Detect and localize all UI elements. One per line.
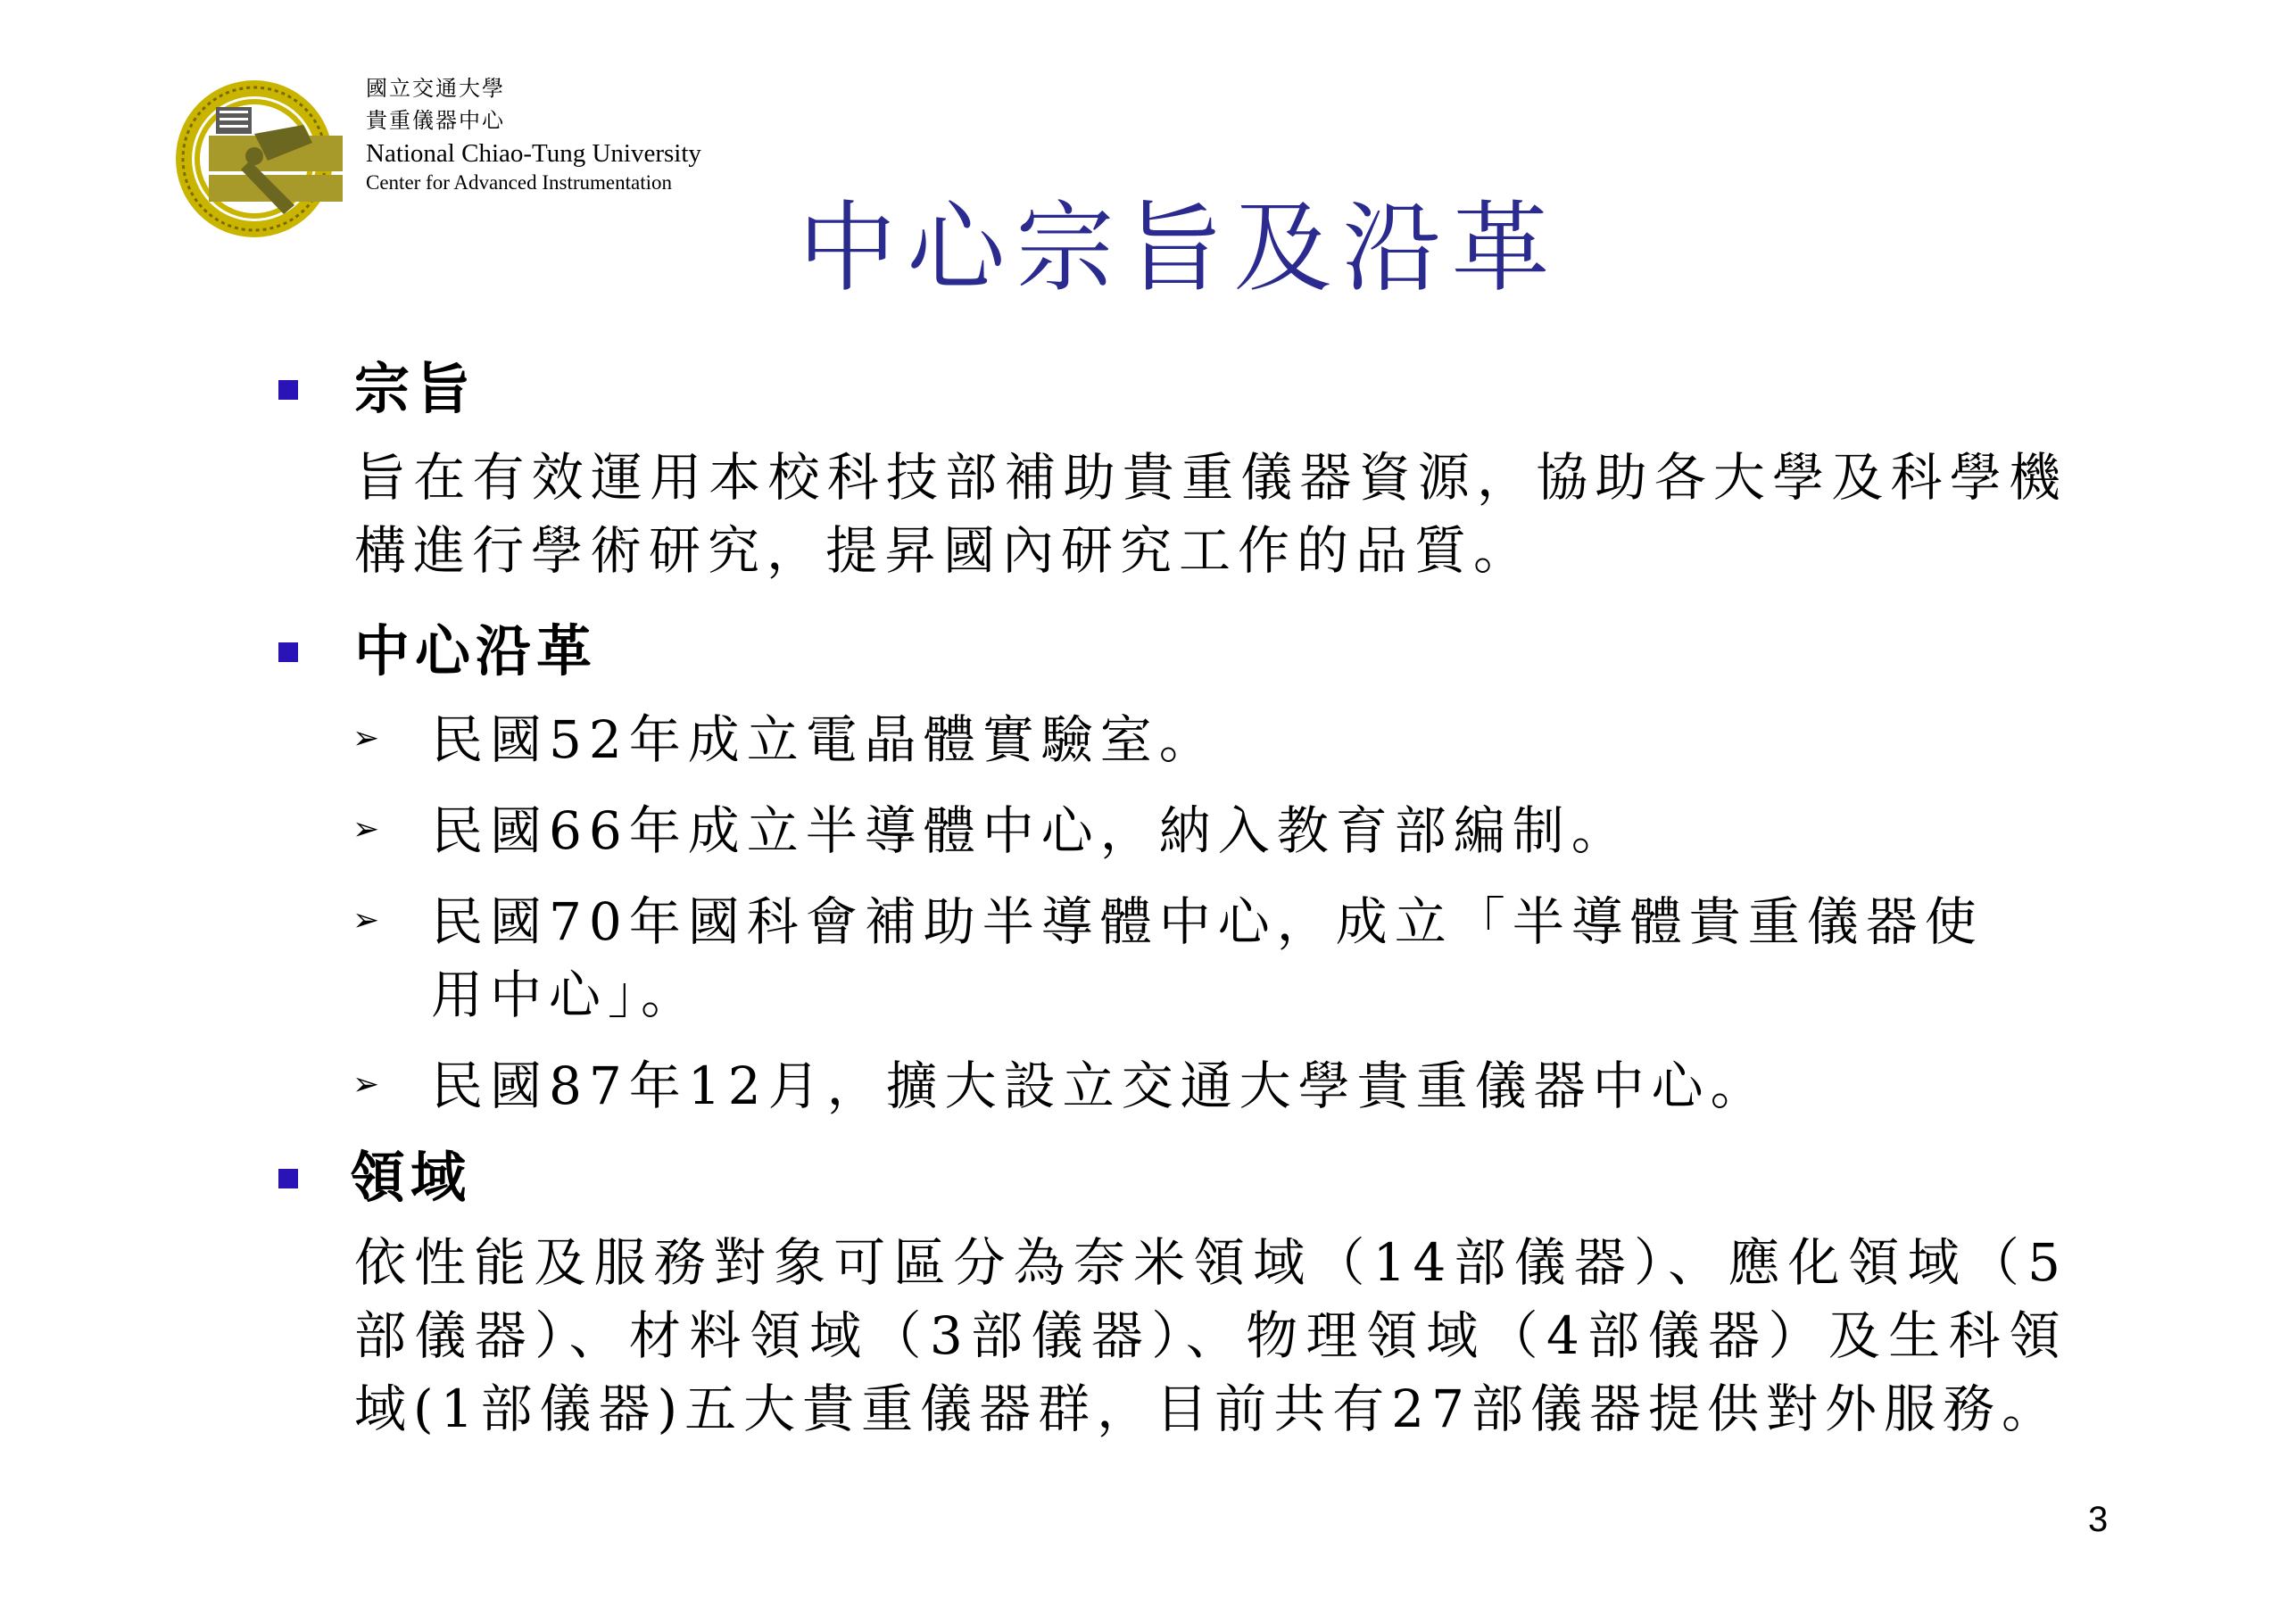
history-item: 民國70年國科會補助半導體中心，成立「半導體貴重儀器使用中心」。 <box>431 891 1984 1025</box>
bullet-square <box>278 380 298 400</box>
section-heading-fields: 領域 <box>350 1145 472 1210</box>
arrow-bullet-icon: ➢ <box>352 720 380 757</box>
arrow-bullet-icon: ➢ <box>352 902 380 939</box>
center-name-zh: 貴重儀器中心 <box>366 110 505 133</box>
history-item: 民國87年12月，擴大設立交通大學貴重儀器中心。 <box>431 1056 1770 1116</box>
section-body-fields: 依性能及服務對象可區分為奈米領域（14部儀器）、應化領域（5部儀器）、材料領域（3部儀器）、物理領域（4部儀器）及生科領域(1部儀器)五大貴重儀器群，目前共有27部儀器提供對外服務。 <box>354 1232 2068 1439</box>
center-name-en: Center for Advanced Instrumentation <box>366 171 672 194</box>
section-heading-purpose: 宗旨 <box>354 356 477 421</box>
page-number: 3 <box>2088 1500 2109 1539</box>
bullet-square <box>278 1169 298 1188</box>
history-item: 民國52年成立電晶體實驗室。 <box>431 709 1218 770</box>
arrow-bullet-icon: ➢ <box>352 1066 380 1103</box>
org-block <box>366 73 701 196</box>
section-body-purpose: 旨在有效運用本校科技部補助貴重儀器資源，協助各大學及科學機構進行學術研究，提昇國內研究工作的品質。 <box>354 447 2068 581</box>
org-name-en: National Chiao-Tung University <box>366 139 701 168</box>
history-item: 民國66年成立半導體中心，納入教育部編制。 <box>431 800 1630 861</box>
section-heading-history: 中心沿革 <box>354 618 598 683</box>
bullet-square <box>278 642 298 662</box>
org-name-zh: 國立交通大學 <box>366 78 505 101</box>
arrow-bullet-icon: ➢ <box>352 811 380 848</box>
slide-title: 中心宗旨及沿革 <box>798 191 1561 305</box>
